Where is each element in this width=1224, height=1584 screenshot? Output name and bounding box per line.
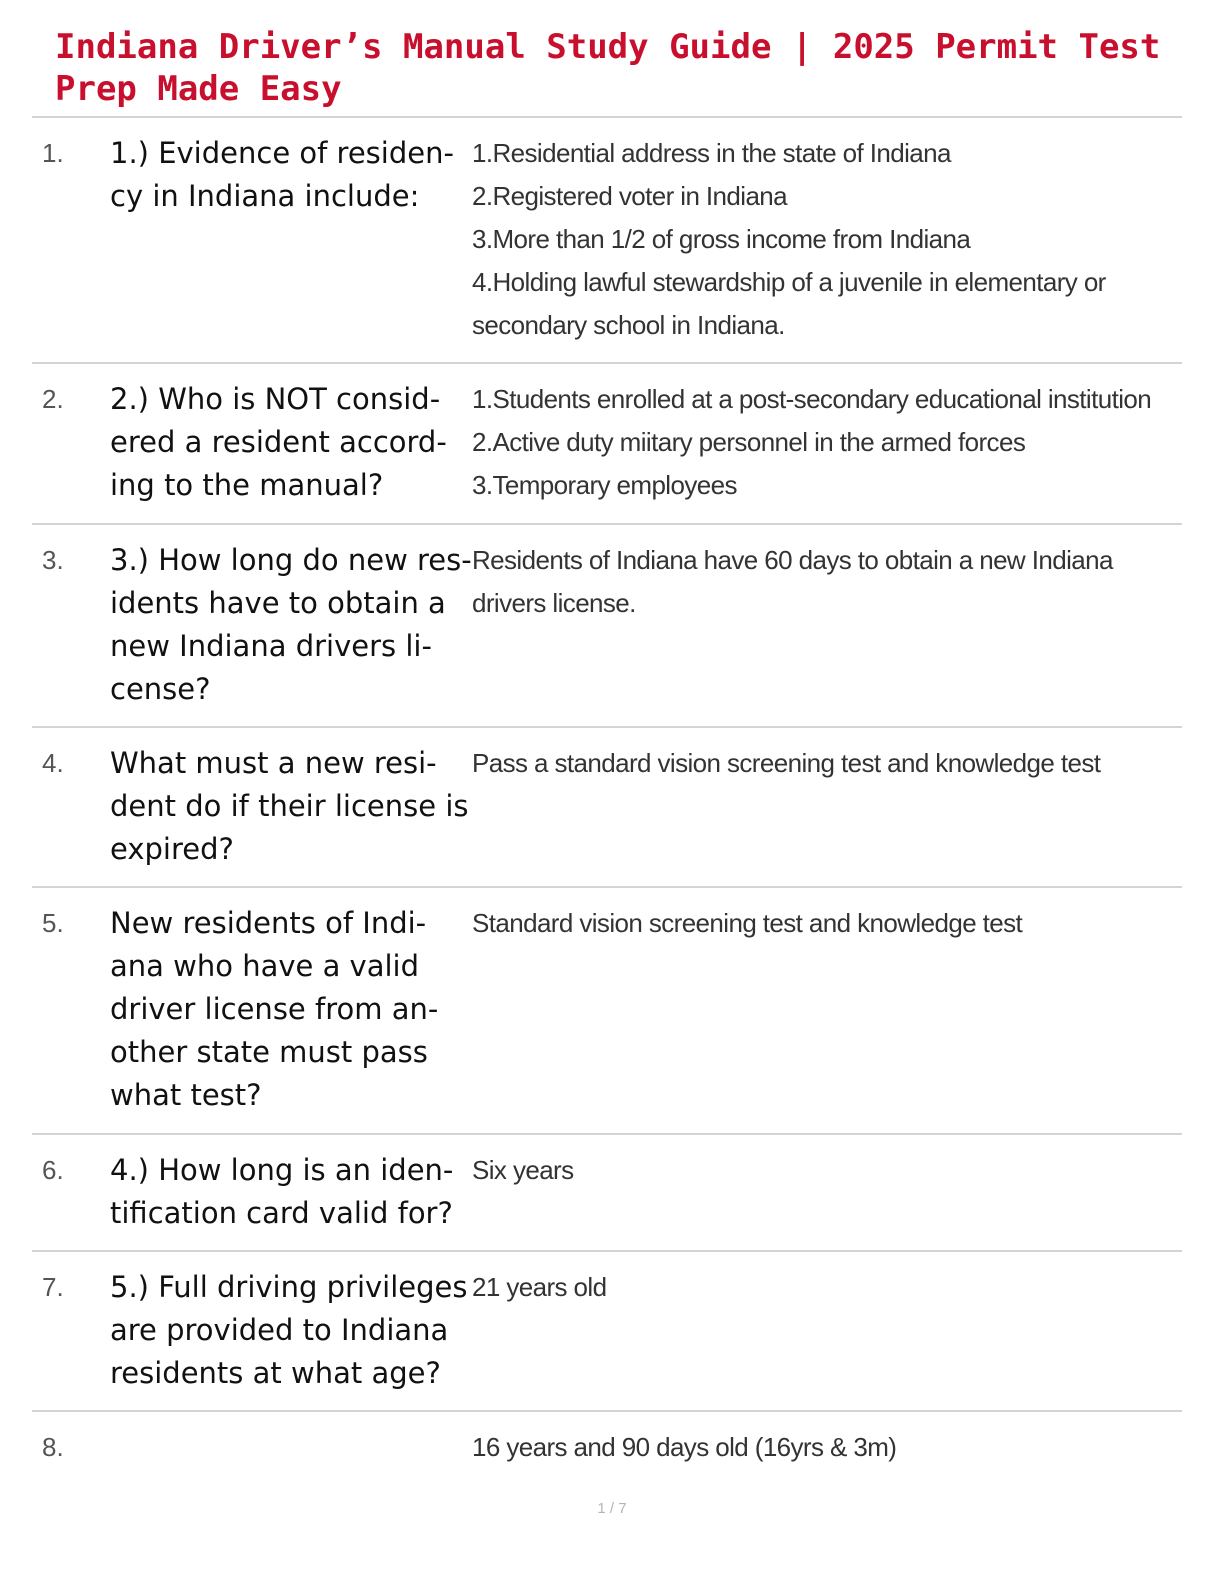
card-row: [32, 726, 1182, 886]
card-row: [32, 1250, 1182, 1410]
card-definition: [472, 902, 1182, 1133]
definition-line: 16 years and 90 days old (16yrs & 3m): [472, 1432, 897, 1462]
card-number: 3.: [42, 545, 64, 575]
card-definition: [472, 539, 1182, 726]
card-row: [32, 362, 1182, 523]
definition-line: 2.Registered voter in Indiana: [472, 181, 788, 211]
card-term: 4.) How long is an iden- tification card valid for?: [110, 1153, 454, 1230]
card-number: 8.: [42, 1432, 64, 1462]
card-number: 2.: [42, 384, 64, 414]
card-term: What must a new resi- dent do if their license is expired?: [110, 746, 469, 866]
definition-line: Six years: [472, 1155, 574, 1185]
card-term: 3.) How long do new res- idents have to obtain a new Indiana drivers li- cense?: [110, 543, 472, 706]
card-row: [32, 523, 1182, 726]
card-number: 1.: [42, 138, 64, 168]
card-row: [32, 1410, 1182, 1490]
definition-line: Residents of Indiana have 60 days to obtain a new Indiana drivers license.: [472, 545, 1113, 618]
card-definition: [472, 1426, 1182, 1490]
card-term: 5.) Full driving privileges are provided to Indiana residents at what age?: [110, 1270, 468, 1390]
definition-line: 1.Residential address in the state of Indiana: [472, 138, 951, 168]
card-definition: [472, 132, 1182, 362]
card-definition: [472, 1266, 1182, 1410]
definition-line: Standard vision screening test and knowledge test: [472, 908, 1023, 938]
card-number: 5.: [42, 908, 64, 938]
card-definition: [472, 742, 1182, 886]
card-term: 2.) Who is NOT consid- ered a resident accord- ing to the manual?: [110, 382, 447, 502]
card-term: New residents of Indi- ana who have a valid driver license from an- other state must pass what test?: [110, 906, 439, 1112]
page-title: Indiana Driver’s Manual Study Guide | 2025 Permit Test Prep Made Easy: [55, 27, 1161, 109]
card-definition: [472, 378, 1182, 523]
definition-line: 4.Holding lawful stewardship of a juvenile in elementary or secondary school in Indiana.: [472, 267, 1106, 340]
flashcard-list: [32, 116, 1182, 1490]
page-number: 1 / 7: [597, 1500, 627, 1517]
definition-line: 21 years old: [472, 1272, 607, 1302]
definition-line: 3.Temporary employees: [472, 470, 737, 500]
definition-line: Pass a standard vision screening test and knowledge test: [472, 748, 1101, 778]
card-number: 7.: [42, 1272, 64, 1302]
card-row: [32, 116, 1182, 362]
card-number: 6.: [42, 1155, 64, 1185]
definition-line: 1.Students enrolled at a post-secondary educational institution: [472, 384, 1152, 414]
card-row: [32, 886, 1182, 1133]
card-row: [32, 1133, 1182, 1250]
card-term: 1.) Evidence of residen- cy in Indiana include:: [110, 136, 454, 213]
card-number: 4.: [42, 748, 64, 778]
card-definition: [472, 1149, 1182, 1250]
definition-line: 2.Active duty miitary personnel in the armed forces: [472, 427, 1026, 457]
card-term: [110, 1426, 472, 1490]
definition-line: 3.More than 1/2 of gross income from Indiana: [472, 224, 971, 254]
